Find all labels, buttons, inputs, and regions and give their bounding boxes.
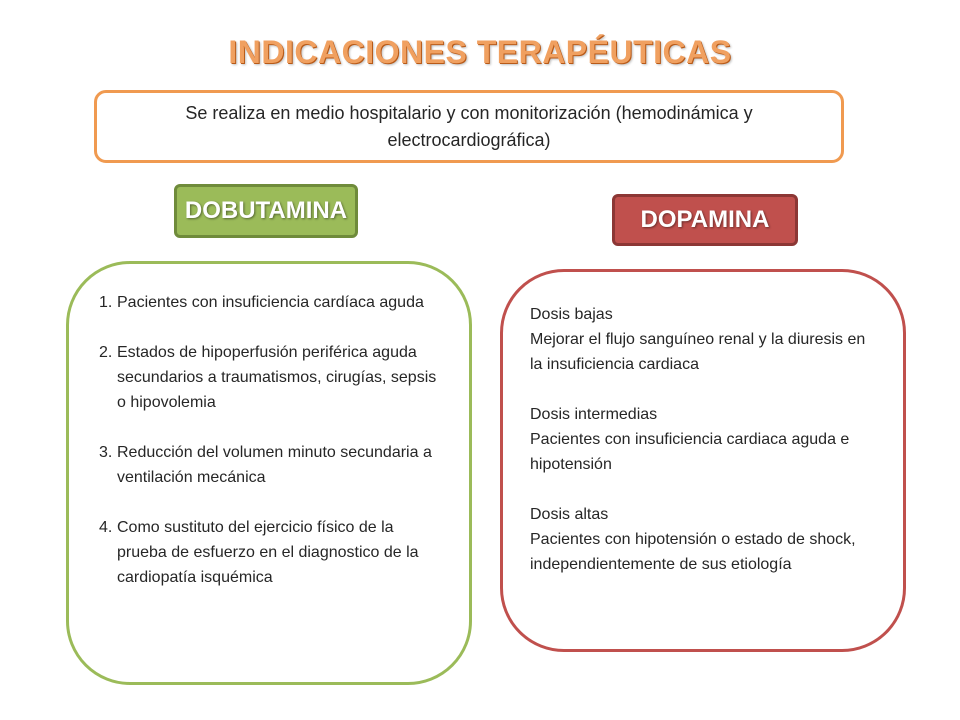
dobutamina-label-text: DOBUTAMINA — [184, 197, 348, 224]
dose-heading: Dosis intermedias — [530, 406, 658, 423]
list-item-number: 1. — [99, 294, 113, 311]
list-item-text: Estados de hipoperfusión periférica aguda secundarios a traumatismos, cirugías, sepsis o hipovolemia — [117, 344, 437, 411]
list-item-text: Pacientes con insuficiencia cardíaca aguda — [117, 294, 424, 311]
dobutamina-indications-list — [99, 290, 443, 590]
list-item-number: 4. — [99, 519, 113, 536]
list-item-text: Reducción del volumen minuto secundaria a ventilación mecánica — [117, 444, 432, 486]
list-item — [99, 340, 443, 415]
dose-block-intermediate — [530, 402, 873, 477]
intro-text: Se realiza en medio hospitalario y con monitorización (hemodinámica y electrocardiográfica) — [185, 103, 753, 150]
dose-block-high — [530, 502, 873, 577]
list-item-number: 2. — [99, 344, 113, 361]
dose-block-low — [530, 302, 873, 377]
list-item-number: 3. — [99, 444, 113, 461]
dobutamina-panel — [66, 261, 472, 685]
dose-heading: Dosis altas — [530, 506, 609, 523]
dose-heading: Dosis bajas — [530, 306, 613, 323]
list-item — [99, 440, 443, 490]
dose-text: Pacientes con insuficiencia cardiaca aguda e hipotensión — [530, 431, 850, 473]
intro-box — [94, 90, 844, 163]
dobutamina-label — [174, 184, 358, 238]
list-item — [99, 290, 443, 315]
dopamina-label — [612, 194, 798, 246]
list-item — [99, 515, 443, 590]
dopamina-panel — [500, 269, 906, 652]
dopamina-label-text: DOPAMINA — [640, 206, 770, 233]
dose-text: Pacientes con hipotensión o estado de shock, independientemente de sus etiología — [530, 531, 856, 573]
dose-text: Mejorar el flujo sanguíneo renal y la diuresis en la insuficiencia cardiaca — [530, 331, 866, 373]
list-item-text: Como sustituto del ejercicio físico de la prueba de esfuerzo en el diagnostico de la cardiopatía isquémica — [117, 519, 419, 586]
slide-title: INDICACIONES TERAPÉUTICAS — [228, 34, 732, 70]
